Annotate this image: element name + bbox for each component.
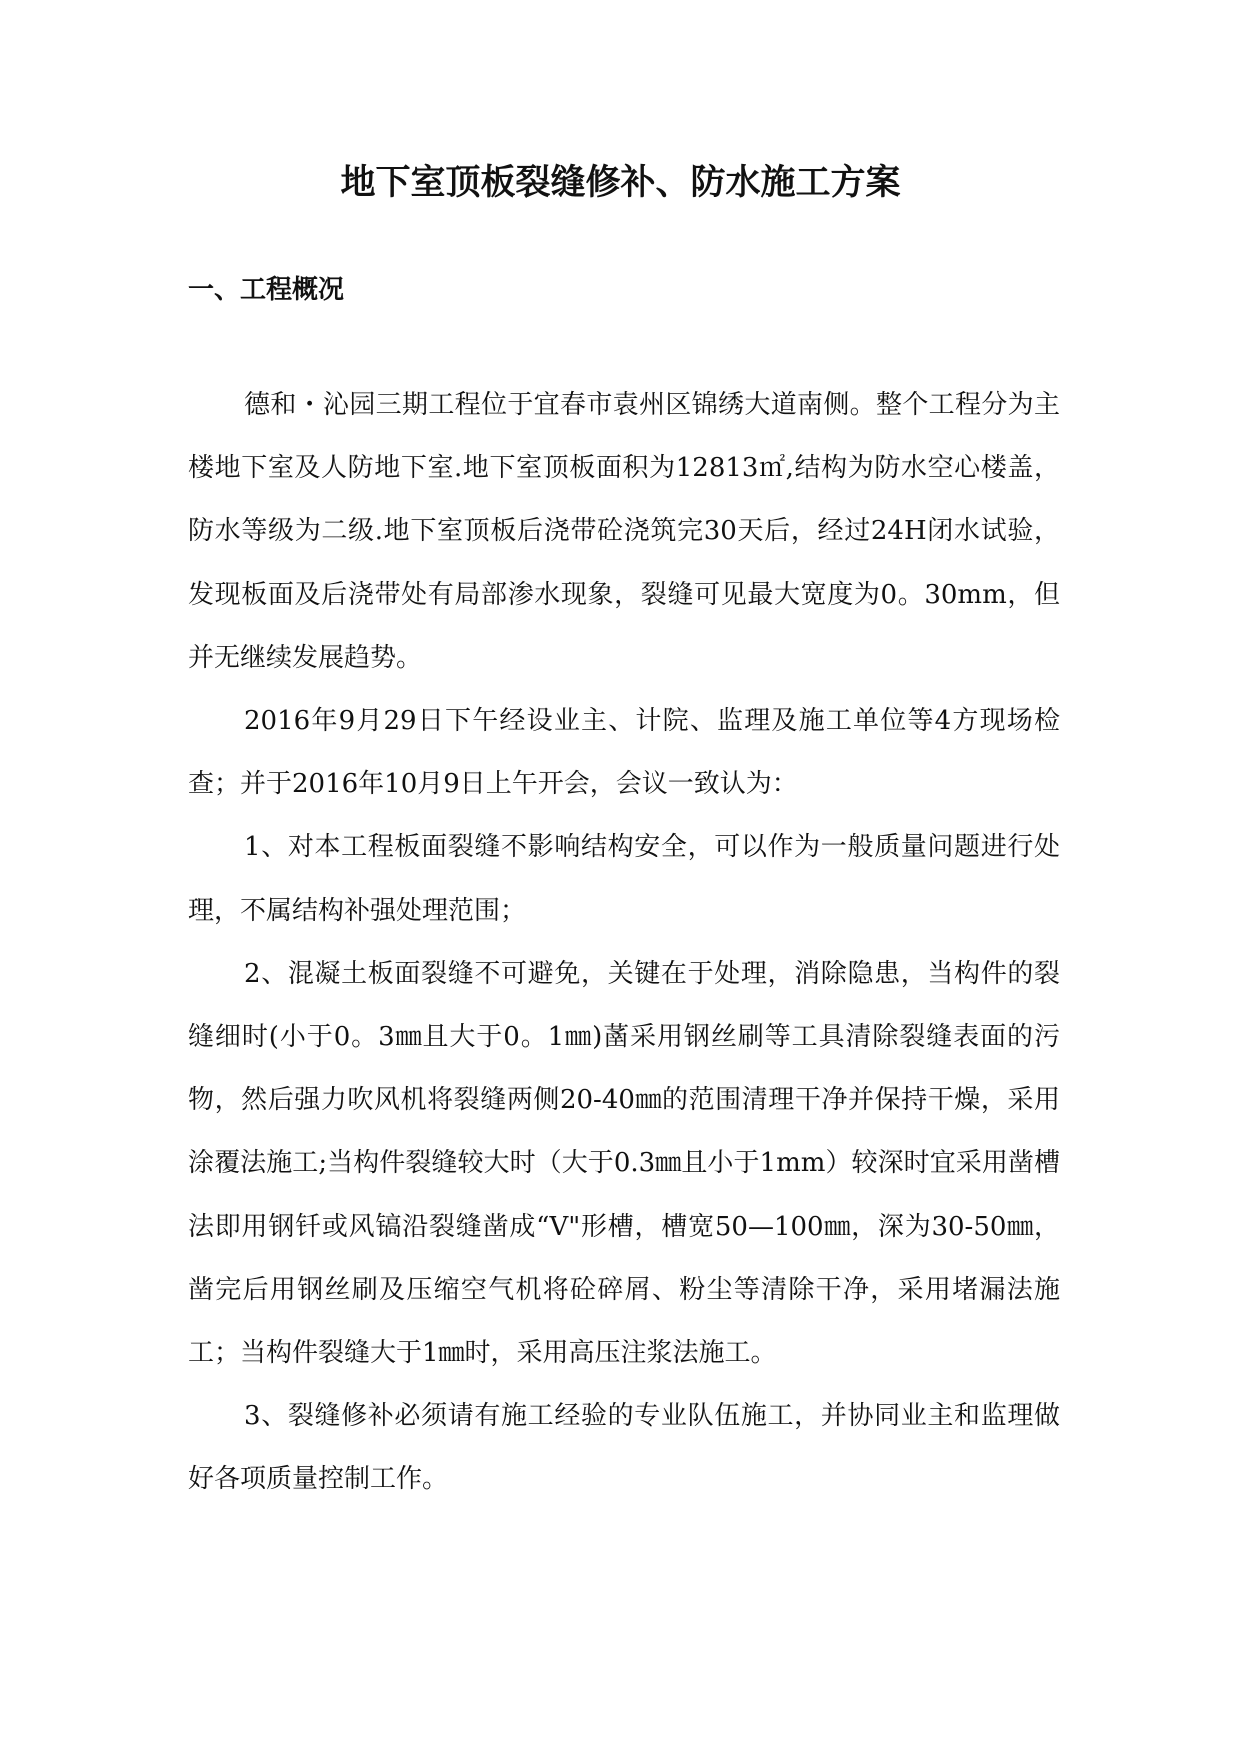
paragraph-point-3: 3、裂缝修补必须请有施工经验的专业队伍施工，并协同业主和监理做好各项质量控制工作。 — [188, 1401, 1060, 1495]
body-text — [188, 374, 1060, 1512]
paragraph-point-2: 2、混凝土板面裂缝不可避免，关键在于处理，消除隐患，当构件的裂缝细时(小于0。3㎜且大于0。1㎜)䓿采用钢丝刷等工具清除裂缝表面的污物，然后强力吹风机将裂缝两侧20-40㎜的范围清理干净并保持干燥，采用涂覆法施工;当构件裂缝较大时（大于0.3㎜且小于1mm）较深时宜采用凿槽法即用钢钎或风镐沿裂缝凿成“V"形槽，槽宽50—100㎜，深为30-50㎜，凿完后用钢丝刷及压缩空气机将砼碎屑、粉尘等清除干净，采用堵漏法施工；当构件裂缝大于1㎜时，采用高压注浆法施工。 — [188, 958, 1060, 1369]
paragraph-overview: 德和・沁园三期工程位于宜春市袁州区锦绣大道南侧。整个工程分为主楼地下室及人防地下室.地下室顶板面积为12813㎡,结构为防水空心楼盖，防水等级为二级.地下室顶板后浇带砼浇筑完30天后，经过24H闭水试验，发现板面及后浇带处有局部渗水现象，裂缝可见最大宽度为0。30mm，但并无继续发展趋势。 — [188, 390, 1060, 673]
paragraph-point-1: 1、对本工程板面裂缝不影响结构安全，可以作为一般质量问题进行处理，不属结构补强处理范围； — [188, 832, 1060, 926]
document-title: 地下室顶板裂缝修补、防水施工方案 — [340, 163, 901, 203]
paragraph-meeting: 2016年9月29日下午经设业主、计院、监理及施工单位等4方现场检查；并于2016年10月9日上午开会，会议一致认为： — [188, 706, 1060, 800]
section-heading: 一、工程概况 — [188, 275, 345, 305]
